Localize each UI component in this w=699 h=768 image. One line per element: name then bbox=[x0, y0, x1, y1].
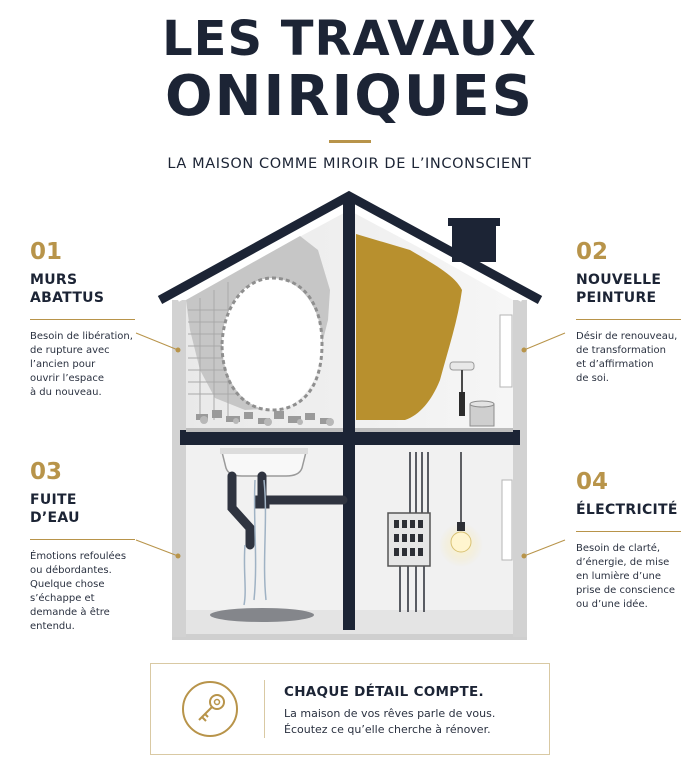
footer-callout bbox=[150, 663, 550, 755]
chimney-icon bbox=[448, 218, 500, 262]
section-number: 04 bbox=[576, 469, 609, 495]
section-heading: NOUVELLE PEINTURE bbox=[576, 272, 662, 306]
key-icon bbox=[181, 680, 239, 738]
paint-can-icon bbox=[470, 401, 494, 426]
section-description: Émotions refoulées ou débordantes. Quelque chose s’échappe et demande à être entendu. bbox=[30, 551, 127, 632]
footer-title: CHAQUE DÉTAIL COMPTE. bbox=[284, 684, 484, 700]
section-electricity bbox=[576, 468, 699, 612]
section-water-leak bbox=[30, 458, 180, 634]
section-description: Besoin de clarté, d’énergie, de mise en lumière d’une prise de conscience ou d’une idée. bbox=[576, 543, 676, 610]
section-walls bbox=[30, 238, 180, 400]
section-description: Désir de renouveau, de transformation et d’affirmation de soi. bbox=[576, 331, 678, 384]
section-rule bbox=[30, 319, 135, 320]
section-number: 03 bbox=[30, 459, 63, 485]
section-rule bbox=[30, 539, 135, 540]
section-paint bbox=[576, 238, 699, 386]
section-rule bbox=[576, 319, 681, 320]
section-number: 01 bbox=[30, 239, 63, 265]
section-heading: MURS ABATTUS bbox=[30, 272, 105, 306]
footer-text: La maison de vos rêves parle de vous. Écoutez ce qu’elle cherche à rénover. bbox=[284, 707, 496, 736]
page-title-line1: LES TRAVAUX bbox=[162, 11, 537, 67]
section-number: 02 bbox=[576, 239, 609, 265]
section-rule bbox=[576, 531, 681, 532]
water-puddle-icon bbox=[210, 608, 314, 622]
footer-divider bbox=[264, 680, 265, 738]
page-subtitle: LA MAISON COMME MIROIR DE L’INCONSCIENT bbox=[167, 156, 532, 172]
section-heading: FUITE D’EAU bbox=[30, 492, 80, 526]
center-beam bbox=[343, 198, 355, 630]
section-description: Besoin de libération, de rupture avec l’ancien pour ouvrir l’espace à du nouveau. bbox=[30, 331, 133, 398]
section-heading: ÉLECTRICITÉ bbox=[576, 502, 678, 518]
page-title-line2: ONIRIQUES bbox=[165, 64, 534, 129]
